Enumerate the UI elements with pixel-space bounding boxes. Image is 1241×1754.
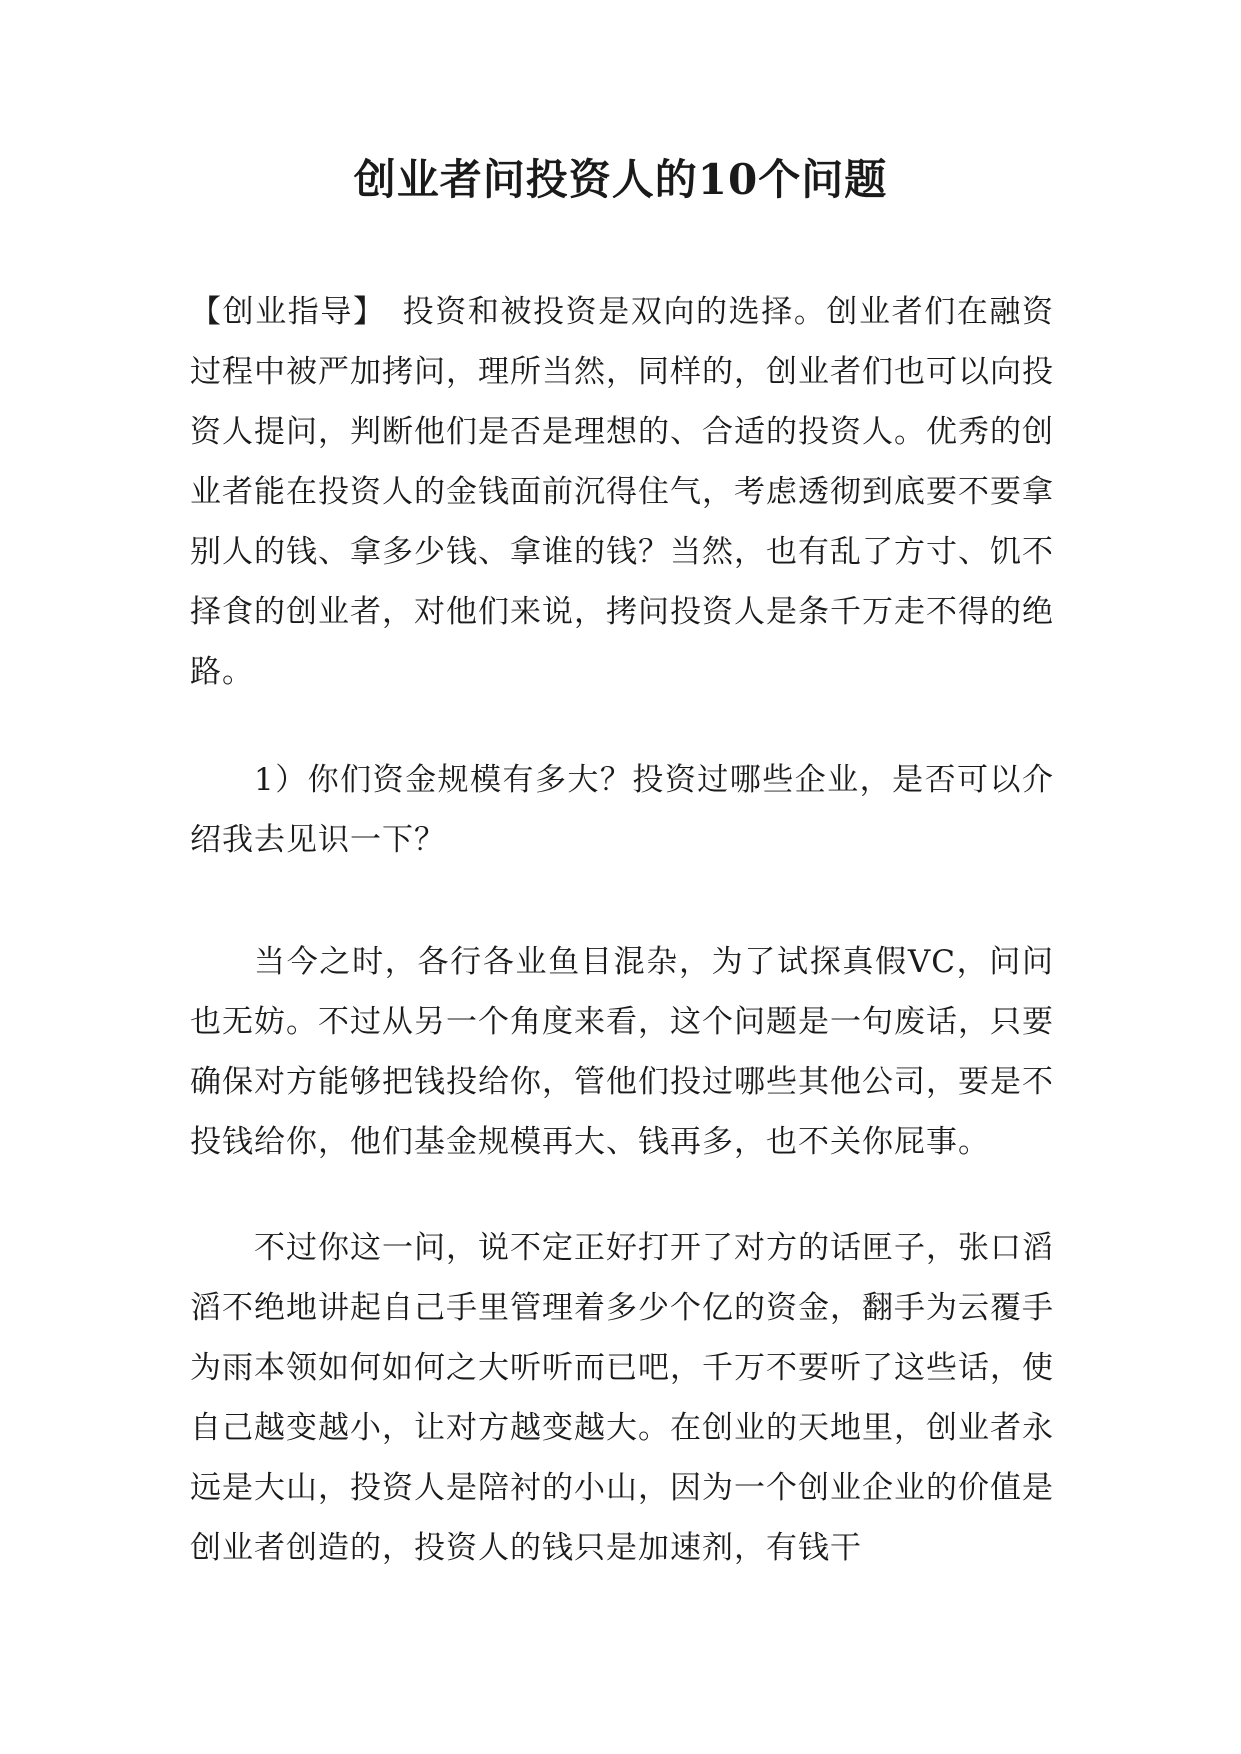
paragraph-question-1 <box>190 750 1054 870</box>
paragraph-text: 1）你们资金规模有多大？投资过哪些企业，是否可以介绍我去见识一下？ <box>190 762 1054 858</box>
paragraph-intro <box>190 282 1054 702</box>
document-title: 创业者问投资人的10个问题 <box>353 155 888 204</box>
paragraph-answer-1-continued <box>190 1218 1054 1578</box>
paragraph-text: 不过你这一问，说不定正好打开了对方的话匣子，张口滔滔不绝地讲起自己手里管理着多少个亿的资金，翻手为云覆手为雨本领如何如何之大听听而已吧，千万不要听了这些话，使自己越变越小，让对方越变越大。在创业的天地里，创业者永远是大山，投资人是陪衬的小山，因为一个创业企业的价值是创业者创造的，投资人的钱只是加速剂，有钱干 <box>190 1230 1054 1566</box>
paragraph-text: 【创业指导】 投资和被投资是双向的选择。创业者们在融资过程中被严加拷问，理所当然，同样的，创业者们也可以向投资人提问，判断他们是否是理想的、合适的投资人。优秀的创业者能在投资人的金钱面前沉得住气，考虑透彻到底要不要拿别人的钱、拿多少钱、拿谁的钱？当然，也有乱了方寸、饥不择食的创业者，对他们来说，拷问投资人是条千万走不得的绝路。 <box>190 294 1054 690</box>
paragraph-text: 当今之时，各行各业鱼目混杂，为了试探真假VC，问问也无妨。不过从另一个角度来看，这个问题是一句废话，只要确保对方能够把钱投给你，管他们投过哪些其他公司，要是不投钱给你，他们基金规模再大、钱再多，也不关你屁事。 <box>190 944 1054 1160</box>
paragraph-answer-1 <box>190 932 1054 1172</box>
